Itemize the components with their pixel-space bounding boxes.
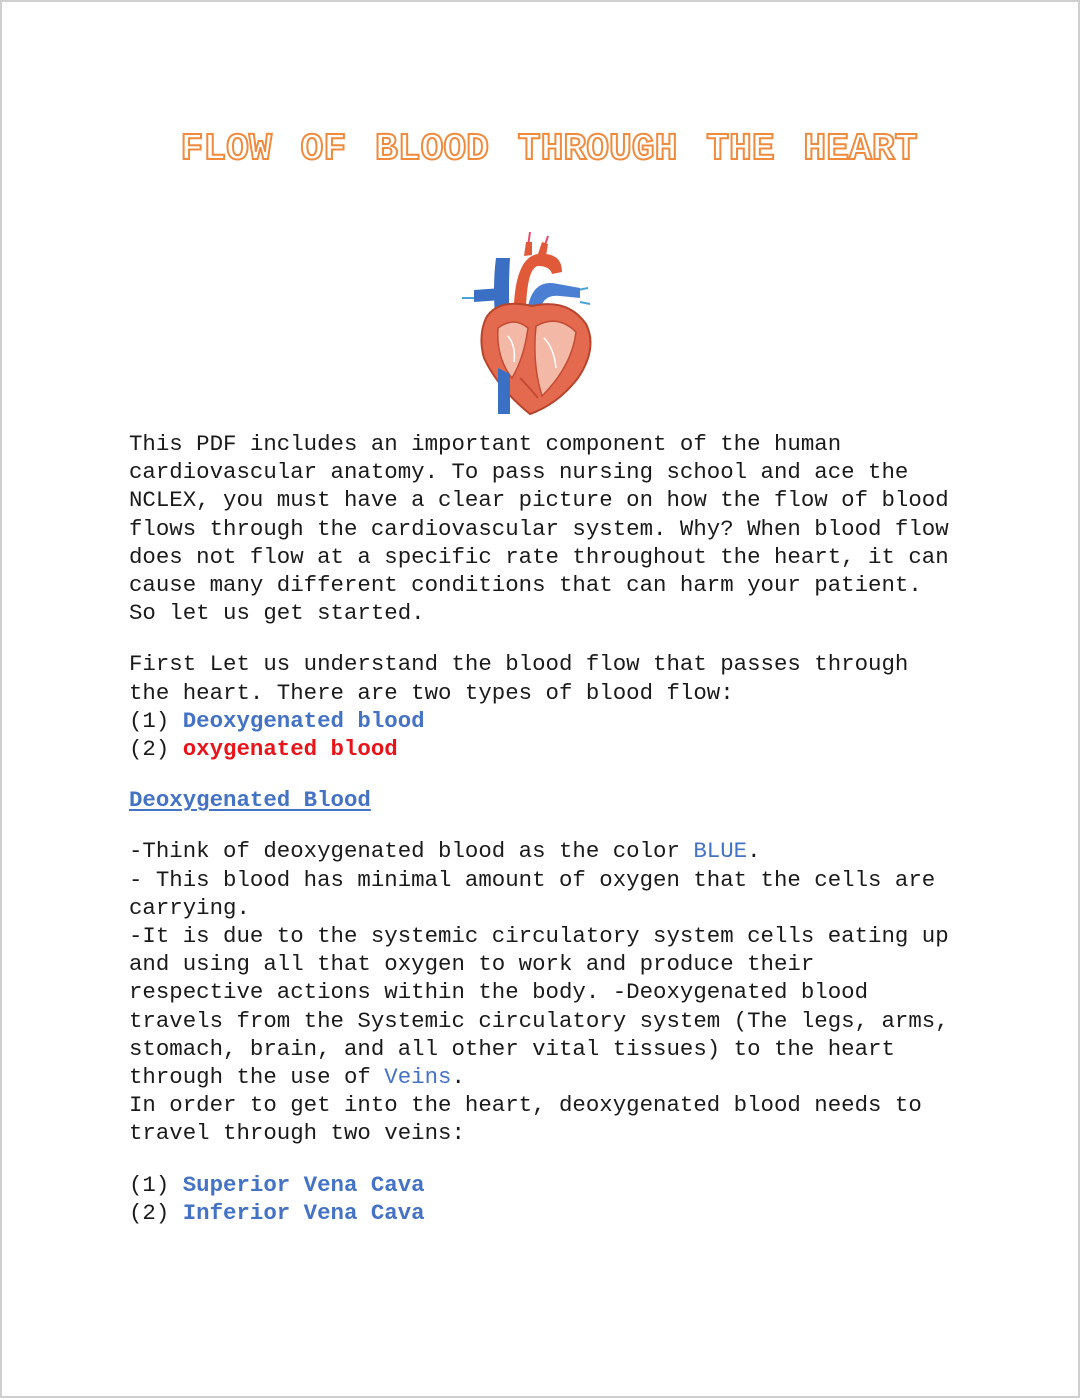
intro-paragraph: This PDF includes an important component of the human cardiovascular anatomy. To pass nursing school and ace the NCLEX, you must have a clear picture on how the flow of blood flows through the cardiovascular system. Why? When blood flow does not flow at a specific rate throughout the heart, it can cause many different conditions that can harm your patient. So let us get started. (129, 431, 963, 627)
heart-anatomy-illustration (458, 228, 626, 418)
blue-word: BLUE (693, 838, 748, 865)
vein-item (129, 1199, 959, 1227)
section-line-oxygen: - This blood has minimal amount of oxygen that the cells are carrying. (129, 866, 949, 921)
section-line-systemic: -It is due to the systemic circulatory system cells eating up and using all that oxygen to work and produce their respective actions within the body. -Deoxygenated blood travels from the Systemic circulatory system (The legs, arms, stomach, brain, and all other vital tissues) to the heart through the use of Veins. (129, 923, 963, 1091)
superior-vena-cava-label: Superior Vena Cava (182, 1171, 425, 1198)
oxygenated-label: oxygenated blood (182, 736, 398, 763)
body-text (129, 430, 963, 1227)
list-number: (1) (129, 1171, 170, 1198)
section-heading: Deoxygenated Blood (129, 787, 371, 814)
inferior-vena-cava-label: Inferior Vena Cava (182, 1199, 425, 1226)
section-line-color: -Think of deoxygenated blood as the color BLUE. (129, 838, 761, 865)
list-number: (1) (129, 707, 170, 734)
page-title: FLOW OF BLOOD THROUGH THE HEART (180, 128, 918, 171)
section-line-veins-intro: In order to get into the heart, deoxygenated blood needs to travel through two veins: (129, 1092, 936, 1147)
blood-type-item (129, 735, 959, 763)
vein-item (129, 1171, 959, 1199)
veins-word: Veins (384, 1064, 452, 1091)
blood-types-intro: First Let us understand the blood flow that passes through the heart. There are two types of blood flow: (129, 651, 922, 706)
blood-type-item (129, 707, 959, 735)
list-number: (2) (129, 1199, 170, 1226)
list-number: (2) (129, 736, 170, 763)
deoxygenated-label: Deoxygenated blood (182, 707, 425, 734)
